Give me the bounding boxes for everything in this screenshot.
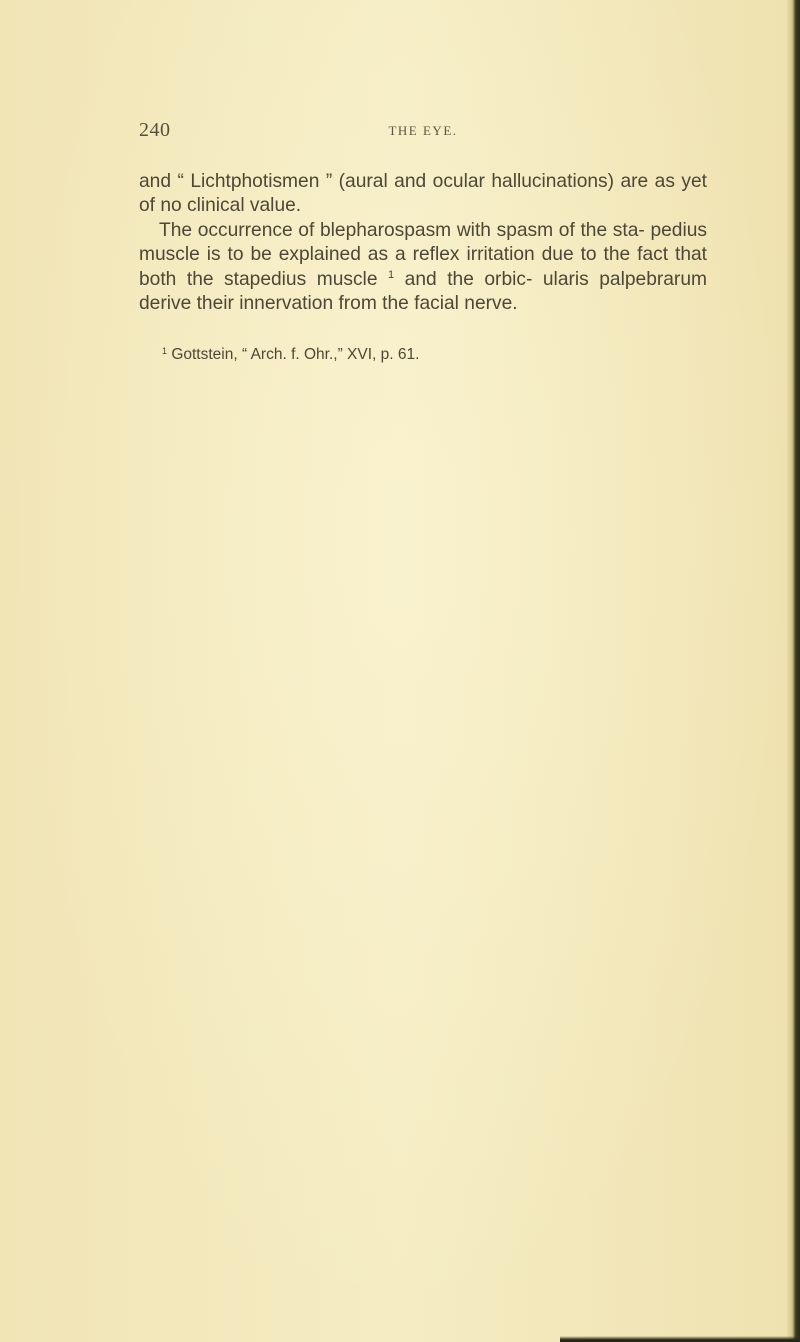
page-number: 240 bbox=[139, 119, 171, 141]
paragraph-2 bbox=[139, 219, 707, 317]
footnote-marker: 1 bbox=[162, 346, 168, 356]
running-head: THE EYE. bbox=[388, 123, 458, 138]
paragraph-1: and “ Lichtphotismen ” (aural and ocular hallucinations) are as yet of no clinical value. bbox=[139, 171, 707, 217]
paragraph-2-part-2: and the orbic- ularis palpebrarum derive their innervation from the facial nerve. bbox=[139, 268, 707, 315]
footnote-reference: 1 bbox=[388, 268, 395, 281]
page-edge-shadow bbox=[786, 0, 800, 1342]
footnote-text: Gottstein, “ Arch. f. Ohr.,” XVI, p. 61. bbox=[171, 346, 420, 363]
page-header bbox=[139, 119, 707, 143]
page-bottom-shadow bbox=[560, 1336, 800, 1342]
footnote bbox=[162, 346, 707, 364]
paragraph-2-part-1: The occurrence of blepharospasm with spasm of the sta- pedius muscle is to be explained as a reflex irritation due to the fact that both the stapedius muscle bbox=[139, 219, 707, 290]
body-text bbox=[139, 170, 707, 316]
